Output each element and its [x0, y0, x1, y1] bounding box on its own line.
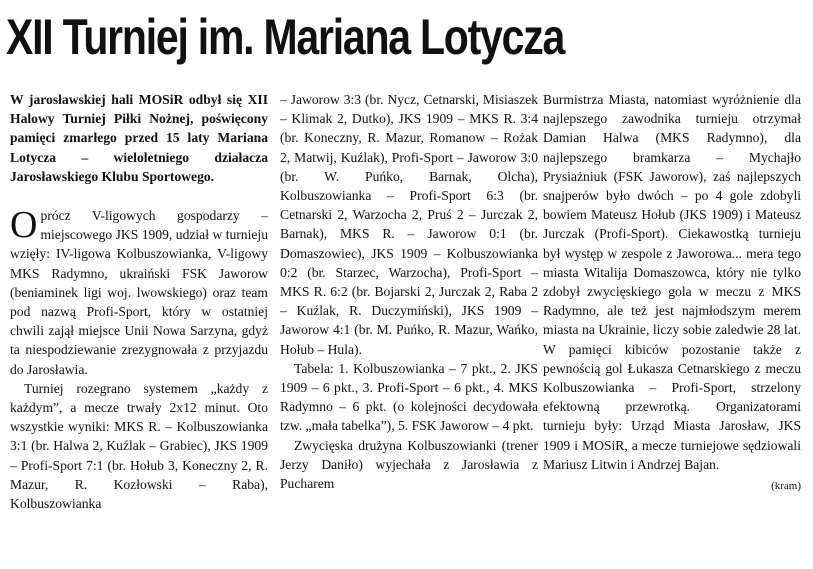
paragraph-4-part-2: Burmistrza Miasta, natomiast wyróżnienie dla najlepszego zawodnika turnieju otrzymał Damian Halwa (MKS Radymno), dla najlepszego bramkarza – Mychajło Prysiażniuk (FSK Jaworow), zaś najlepszych snajperów było dwóch – po 4 gole zdobyli bowiem Mateusz Hołub (JKS 1909) i Mateusz Jurczak (Profi-Sport). Ciekawostką turnieju był występ w zespole z Jaworowa... mera tego miasta Witalija Domaszowca, który nie tylko zdobył zwycięskiego gola w meczu z MKS Radymno, ale też jest najmłodszym merem miasta na Ukrainie, liczy sobie zaledwie 28 lat. W pamięci kibiców pozostanie także z pewnością gol Łukasza Cetnarskiego z meczu Kolbuszowianka – Profi-Sport, strzelony efektowną przewrotką. Organizatorami turnieju były: Urząd Miasta Jarosław, JKS 1909 i MOSiR, a mecze turniejowe sędziowali Mariusz Litwin i Andrzej Bajan. [543, 92, 801, 472]
paragraph-2-part-1: Turniej rozegrano systemem „każdy z każdym”, a mecze trwały 2x12 minut. Oto wszystkie wyniki: MKS R. – Kolbuszowianka 3:1 (br. Halwa 2, Kuźlak – Grabiec), JKS 1909 – Profi-Sport 7:1 (br. Hołub 3, Koneczny 2, R. Mazur, R. Kozłowski – Raba), Kolbuszowianka [10, 380, 268, 512]
column-3 [543, 90, 801, 496]
paragraph-3: Tabela: 1. Kolbuszowianka – 7 pkt., 2. JKS 1909 – 6 pkt., 3. Profi-Sport – 6 pkt., 4. MKS Radymno – 6 pkt. (o kolejności decydowała tzw. „mała tabelka”), 5. FSK Jaworow – 4 pkt. [280, 360, 538, 434]
column-2 [280, 90, 538, 493]
paragraph-1-text: prócz V-ligowych gospodarzy – miejscowego JKS 1909, udział w turnieju wzięły: IV-ligowa Kolbuszowianka, V-ligowy MKS Radymno, ukraiński FSK Jaworow (beniaminek ligi woj. lwowskiego) oraz team pod nazwą Profi-Sport, który w ostatniej chwili zajął miejsce Unii Nowa Sarzyna, gdyż ta niespodziewanie zrezygnowała z przyjazdu do Jarosławia. [10, 208, 268, 377]
paragraph-4-part-1: Zwycięska drużyna Kolbuszowianki (trener Jerzy Daniło) wyjechała z Jarosławia z Pucharem [280, 437, 538, 492]
paragraph-1 [10, 206, 268, 379]
paragraph-2-part-2: – Jaworow 3:3 (br. Nycz, Cetnarski, Misiaszek – Klimak 2, Dutko), JKS 1909 – MKS R. 3:4 (br. Koneczny, R. Mazur, Romanow – Rożak 2, Matwij, Kuźlak), Profi-Sport – Jaworow 3:0 (br. W. Puńko, Barnak, Olcha), Kolbuszowianka – Profi-Sport 6:3 (br. Cetnarski 2, Warzocha 2, Pruś 2 – Jurczak 2, Barnak), MKS R. – Jaworow 0:1 (br. Domaszowiec), JKS 1909 – Kolbuszowianka 0:2 (br. Starzec, Warzocha), Profi-Sport – MKS R. 6:2 (br. Bojarski 2, Jurczak 2, Raba 2 – Kuźlak, R. Duczymiński), JKS 1909 – Jaworow 4:1 (br. M. Puńko, R. Mazur, Wańko, Hołub – Hula). [280, 92, 538, 357]
column-1 [10, 90, 268, 513]
author-signature: (kram) [771, 480, 801, 493]
article-headline: XII Turniej im. Mariana Lotycza [6, 9, 565, 65]
article-lead: W jarosławskiej hali MOSiR odbył się XII Halowy Turniej Piłki Nożnej, poświęcony pamięci zmarłego przed 15 laty Mariana Lotycza – wieloletniego działacza Jarosławskiego Klubu Sportowego. [10, 92, 268, 184]
drop-cap: O [10, 204, 38, 247]
